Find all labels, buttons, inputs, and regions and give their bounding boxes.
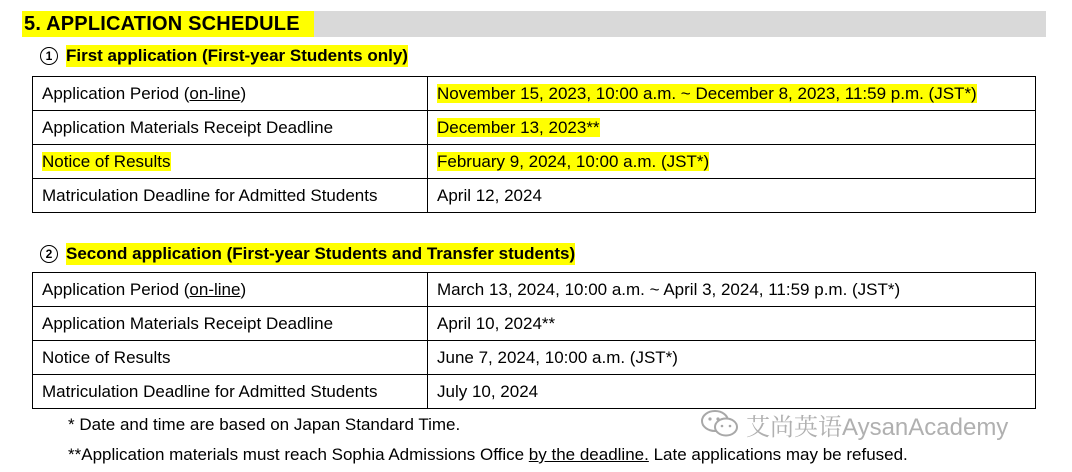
row-value: April 10, 2024** <box>428 307 1036 341</box>
watermark-text: 艾尚英语AysanAcademy <box>746 413 1009 441</box>
row-value: July 10, 2024 <box>428 375 1036 409</box>
row-label: Matriculation Deadline for Admitted Students <box>33 375 428 409</box>
table-row <box>33 273 1036 307</box>
table-row <box>33 111 1036 145</box>
second-application-table <box>32 272 1036 409</box>
row-label: Application Period (on-line) <box>33 273 428 307</box>
first-application-table <box>32 76 1036 213</box>
row-value: December 13, 2023** <box>428 111 1036 145</box>
row-value: March 13, 2024, 10:00 a.m. ~ April 3, 2024, 11:59 p.m. (JST*) <box>428 273 1036 307</box>
row-label: Application Materials Receipt Deadline <box>33 111 428 145</box>
circled-number-2-icon: 2 <box>40 245 58 263</box>
second-application-heading <box>40 243 575 265</box>
watermark <box>700 406 1008 442</box>
row-value: June 7, 2024, 10:00 a.m. (JST*) <box>428 341 1036 375</box>
table-row <box>33 179 1036 213</box>
row-value: February 9, 2024, 10:00 a.m. (JST*) <box>428 145 1036 179</box>
row-label: Notice of Results <box>33 145 428 179</box>
table-row <box>33 145 1036 179</box>
circled-number-1-icon: 1 <box>40 47 58 65</box>
section-title: 5. APPLICATION SCHEDULE <box>22 11 314 37</box>
row-label: Application Materials Receipt Deadline <box>33 307 428 341</box>
first-application-heading <box>40 45 408 67</box>
row-label: Notice of Results <box>33 341 428 375</box>
table-row <box>33 375 1036 409</box>
table-row <box>33 341 1036 375</box>
row-value: April 12, 2024 <box>428 179 1036 213</box>
second-application-title: Second application (First-year Students and Transfer students) <box>66 244 576 263</box>
footnote-deadline: **Application materials must reach Sophia Admissions Office by the deadline. Late applications may be refused. <box>68 445 908 464</box>
row-label: Matriculation Deadline for Admitted Students <box>33 179 428 213</box>
first-application-title: First application (First-year Students only) <box>66 46 408 65</box>
wechat-icon <box>700 408 740 440</box>
footnote-jst: * Date and time are based on Japan Standard Time. <box>68 415 461 434</box>
table-row <box>33 307 1036 341</box>
row-value: November 15, 2023, 10:00 a.m. ~ December 8, 2023, 11:59 p.m. (JST*) <box>428 77 1036 111</box>
row-label: Application Period (on-line) <box>33 77 428 111</box>
table-row <box>33 77 1036 111</box>
